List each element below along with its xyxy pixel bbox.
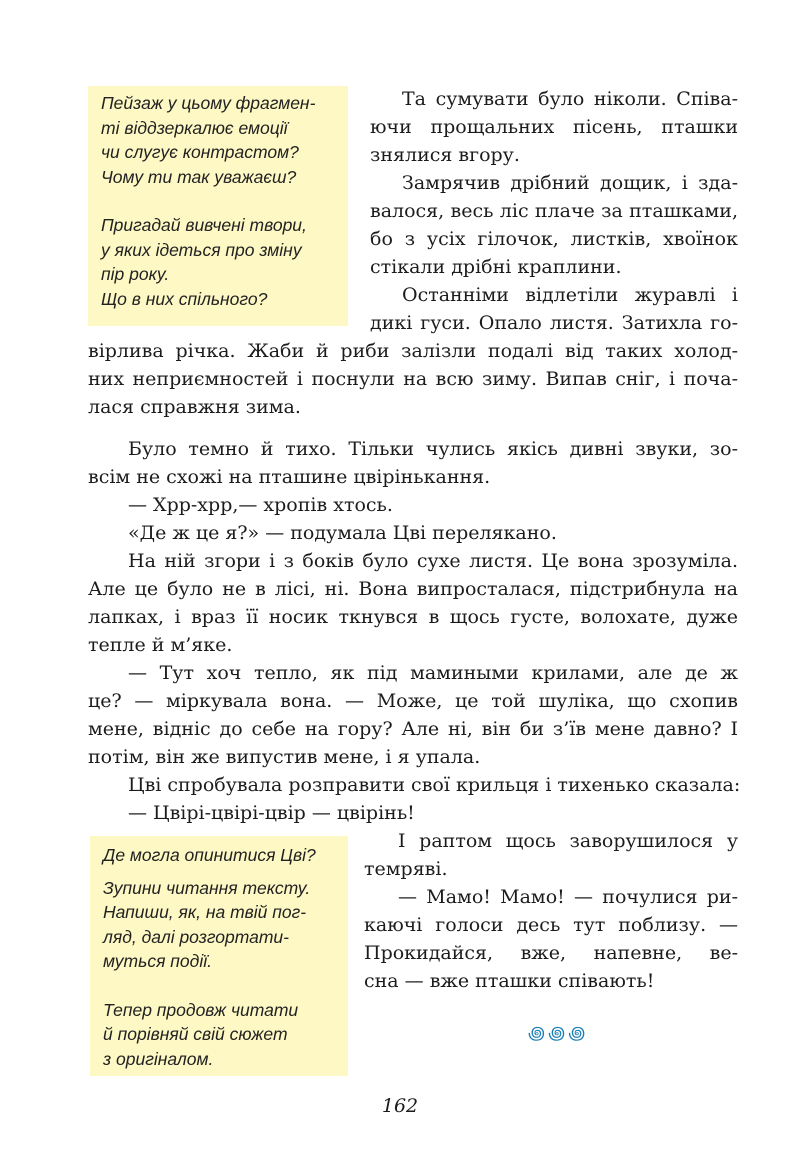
note-text: Де могла опинитися Цві? [103,845,316,865]
text-line: мене, відніс до себе на гору? Але ні, він би з’їв мене давно? І [88,718,738,740]
side-note-questions-top [88,86,348,326]
note-text: й порівняй свій сюжет [103,1024,288,1044]
text-line: Було темно й тихо. Тільки чулись якісь дивні звуки, зо- [128,438,738,460]
note-text: пір року. [101,264,170,284]
text-line: «Де ж це я?» — подумала Цві перелякано. [128,522,557,544]
text-line: Але це було не в лісі, ні. Вона випросталася, підстрибнула на [88,578,738,600]
text-line: — Тут хоч тепло, як під мамиными крилами, але де ж [128,662,738,684]
text-line: І раптом щось заворушилося у [398,830,738,852]
text-line: потім, він же випустив мене, і я упала. [88,746,481,768]
note-text: Пейзаж у цьому фрагмен- [101,93,316,113]
text-line: це? — міркувала вона. — Може, це той шуліка, що схопив [88,690,738,712]
note-text: Зупини читання тексту. [103,877,311,898]
text-line: лася справжня зима. [88,396,301,418]
side-note-questions-bottom [90,836,348,1076]
note-text: Чому ти так уважаєш? [101,166,297,187]
text-line: них неприємностей і поснули на всю зиму. Випав сніг, і поча- [88,368,738,390]
text-line: знялися вгору. [370,144,520,166]
text-line: вірлива річка. Жаби й риби залізли подалі від таких холод- [88,340,738,362]
text-line: — Цвірі-цвірі-цвір — цвірінь! [128,802,415,824]
text-line: темряві. [364,858,448,880]
text-line: дикі гуси. Опало листя. Затихла го- [370,312,738,334]
text-line: Та сумувати було ніколи. Співа- [402,88,738,110]
text-line: бо з усіх гілочок, листків, хвоїнок [370,228,738,250]
text-line: валося, весь ліс плаче за пташками, [370,200,738,222]
note-text: Що в них спільного? [101,288,268,309]
text-line: Останніми відлетіли журавлі і [402,284,738,306]
text-line: Цві спробувала розправити свої крильця і тихенько сказала: [128,774,741,796]
text-line: ючи прощальних пісень, пташки [370,116,738,138]
text-line: лапках, і враз її носик ткнувся в щось густе, волохате, дуже [88,606,738,628]
note-text: ті віддзеркалює емоції [101,117,288,138]
note-text: чи слугує контрастом? [101,142,299,162]
text-line: тепле й м’яке. [88,634,233,656]
section-separator-icon: ꩜꩜꩜ [528,1023,589,1044]
text-line: Замрячив дрібний дощик, і зда- [402,172,738,194]
text-line: Прокидайся, вже, напевне, ве- [364,942,738,964]
note-text: з оригіналом. [103,1048,214,1069]
note-text: ляд, далі розгортати- [103,926,289,947]
text-line: — Мамо! Мамо! — почулися ри- [398,886,738,908]
text-line: — Хрр-хрр,— хропів хтось. [128,494,393,516]
text-line: сна — вже пташки співають! [364,970,655,992]
text-line: каючі голоси десь тут поблизу. — [364,914,738,936]
page-number: 162 [381,1095,419,1117]
note-text: муться події. [103,951,212,971]
note-text: Пригадай вивчені твори, [101,215,307,235]
text-line: На ній згори і з боків було сухе листя. Це вона зрозуміла. [128,550,738,572]
note-text: Напиши, як, на твій пог- [103,902,307,922]
note-text: Тепер продовж читати [103,999,299,1020]
text-line: всім не схожі на пташине цвірінькання. [88,466,491,488]
note-text: у яких ідеться про зміну [101,239,302,260]
text-line: стікали дрібні краплини. [370,256,622,278]
